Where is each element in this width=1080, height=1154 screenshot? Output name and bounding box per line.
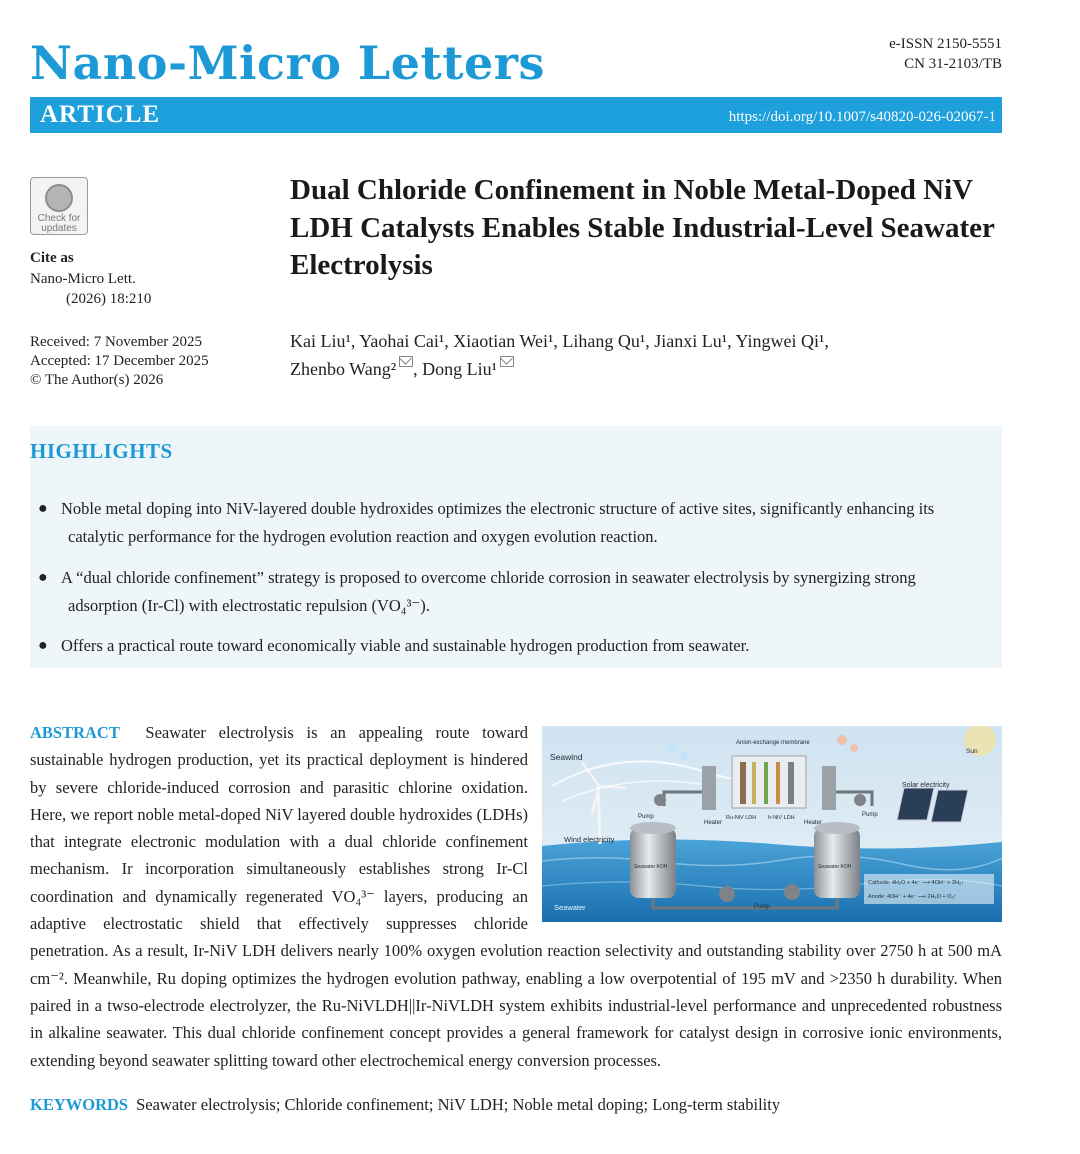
email-icon[interactable] xyxy=(500,356,514,367)
highlight-item: ● Offers a practical route toward economically viable and sustainable hydrogen production from seawater. xyxy=(38,632,998,660)
copyright: © The Author(s) 2026 xyxy=(30,372,164,388)
fig-label-wind: Wind electricity xyxy=(564,835,615,844)
check-updates-label: Check for updates xyxy=(37,213,81,234)
fig-label-pump: Pump xyxy=(638,814,654,820)
abstract-text: Seawater electrolysis is an appealing route toward sustainable hydrogen production, yet its practical deployment is hindered by severe chloride-induced corrosion and parasitic chlorine oxidation. Here, we report noble metal-doped NiV layered double hydroxides (LDHs) that integrate electronic modulation with a dual chloride confinement mechanism. Ir incorporation simultaneously establishes strong Ir-Cl coordination and dynamically regenerated VO₄³⁻ layers, producing an adaptive electrostatic shield that effectively suppresses chloride penetration. As a result, Ir-NiV LDH delivers nearly 100% oxygen evolution reaction selectivity and outstanding stability over 2750 h at 500 mA cm⁻². Meanwhile, Ru doping optimizes the hydrogen evolution pathway, enabling a low overpotential of 195 mV and >2350 h durability. When paired in a twso-electrode electrolyzer, the Ru-NiVLDH||Ir-NiVLDH system exhibits industrial-level performance and unprecedented robustness in alkaline seawater. This dual chloride confinement concept provides a general framework for catalyst design in corrosive ionic environments, extending beyond seawater splitting toward other electrochemical energy conversion processes. xyxy=(30,723,1002,1070)
keywords-label: KEYWORDS xyxy=(30,1095,129,1114)
accepted-date: Accepted: 17 December 2025 xyxy=(30,353,209,369)
fig-label-seawater: Seawater xyxy=(554,903,586,912)
fig-label-ru-ldh: Ru-NiV LDH xyxy=(726,815,757,821)
fig-label-heater: Heater xyxy=(804,820,823,826)
highlight-item: ● Noble metal doping into NiV-layered double hydroxides optimizes the electronic structure of active sites, significantly enhancing its catalytic performance for the hydrogen evolution reaction and oxygen evolution reaction. xyxy=(38,495,998,551)
bullet-icon: ● xyxy=(38,637,48,654)
fig-label-sun: Sun xyxy=(966,748,978,755)
authors-line-2: Zhenbo Wang² , Dong Liu¹ xyxy=(290,355,1010,383)
fig-label-anode: Anode: 4OH⁻ + 4e⁻ ⟶ 2H₂O + O₂↑ xyxy=(868,894,957,900)
cn-number: CN 31-2103/TB xyxy=(904,56,1002,72)
check-updates-icon xyxy=(45,184,73,212)
eissn: e-ISSN 2150-5551 xyxy=(889,36,1002,52)
cite-heading: Cite as xyxy=(30,250,74,266)
dates-block xyxy=(30,333,209,390)
fig-label-cathode: Cathode: 4H₂O + 4e⁻ ⟶ 4OH⁻ + 2H₂↑ xyxy=(868,880,964,886)
bullet-icon: ● xyxy=(38,500,48,517)
check-for-updates-badge[interactable] xyxy=(30,177,88,235)
doi-link[interactable]: https://doi.org/10.1007/s40820-026-02067-1 xyxy=(728,109,996,125)
keywords-text: Seawater electrolysis; Chloride confinement; NiV LDH; Noble metal doping; Long-term stability xyxy=(136,1095,781,1114)
highlights-heading: HIGHLIGHTS xyxy=(30,439,173,463)
abstract-section xyxy=(30,719,1002,1074)
article-type: ARTICLE xyxy=(40,101,161,128)
cite-journal: Nano-Micro Lett. xyxy=(30,270,136,287)
fig-label-seawind: Seawind xyxy=(550,752,583,762)
authors-line-1: Kai Liu¹, Yaohai Cai¹, Xiaotian Wei¹, Lihang Qu¹, Jianxi Lu¹, Yingwei Qi¹, xyxy=(290,331,829,351)
abstract-label: ABSTRACT xyxy=(30,723,120,742)
email-icon[interactable] xyxy=(399,356,413,367)
highlights-box xyxy=(30,426,1002,668)
received-date: Received: 7 November 2025 xyxy=(30,334,203,350)
fig-label-koh: Seawater KOH xyxy=(634,864,668,870)
fig-label-koh: Seawater KOH xyxy=(818,864,852,870)
fig-label-membrane: Anion-exchange membrane xyxy=(736,740,810,746)
cite-as xyxy=(30,248,151,310)
fig-label-pump: Pump xyxy=(754,904,770,910)
fig-label-solar: Solar electricity xyxy=(902,782,950,789)
author-list xyxy=(290,327,1010,383)
fig-label-heater: Heater xyxy=(704,820,723,826)
bullet-icon: ● xyxy=(38,569,48,586)
paper-title: Dual Chloride Confinement in Noble Metal-Doped NiV LDH Catalysts Enables Stable Industrial-Level Seawater Electrolysis xyxy=(290,174,995,281)
highlight-item: ● A “dual chloride confinement” strategy is proposed to overcome chloride corrosion in seawater electrolysis by synergizing strong adsorption (Ir-Cl) with electrostatic repulsion (VO₄³⁻). xyxy=(38,564,998,620)
fig-label-pump: Pump xyxy=(862,812,878,818)
journal-title: Nano-Micro Letters xyxy=(30,36,545,90)
graphical-abstract-figure xyxy=(542,726,1002,922)
cite-volume: (2026) 18:210 xyxy=(66,291,152,307)
keywords-line xyxy=(30,1095,780,1115)
fig-label-ir-ldh: Ir-NiV LDH xyxy=(768,815,795,821)
issn-block xyxy=(889,34,1002,74)
article-banner xyxy=(30,97,1002,133)
